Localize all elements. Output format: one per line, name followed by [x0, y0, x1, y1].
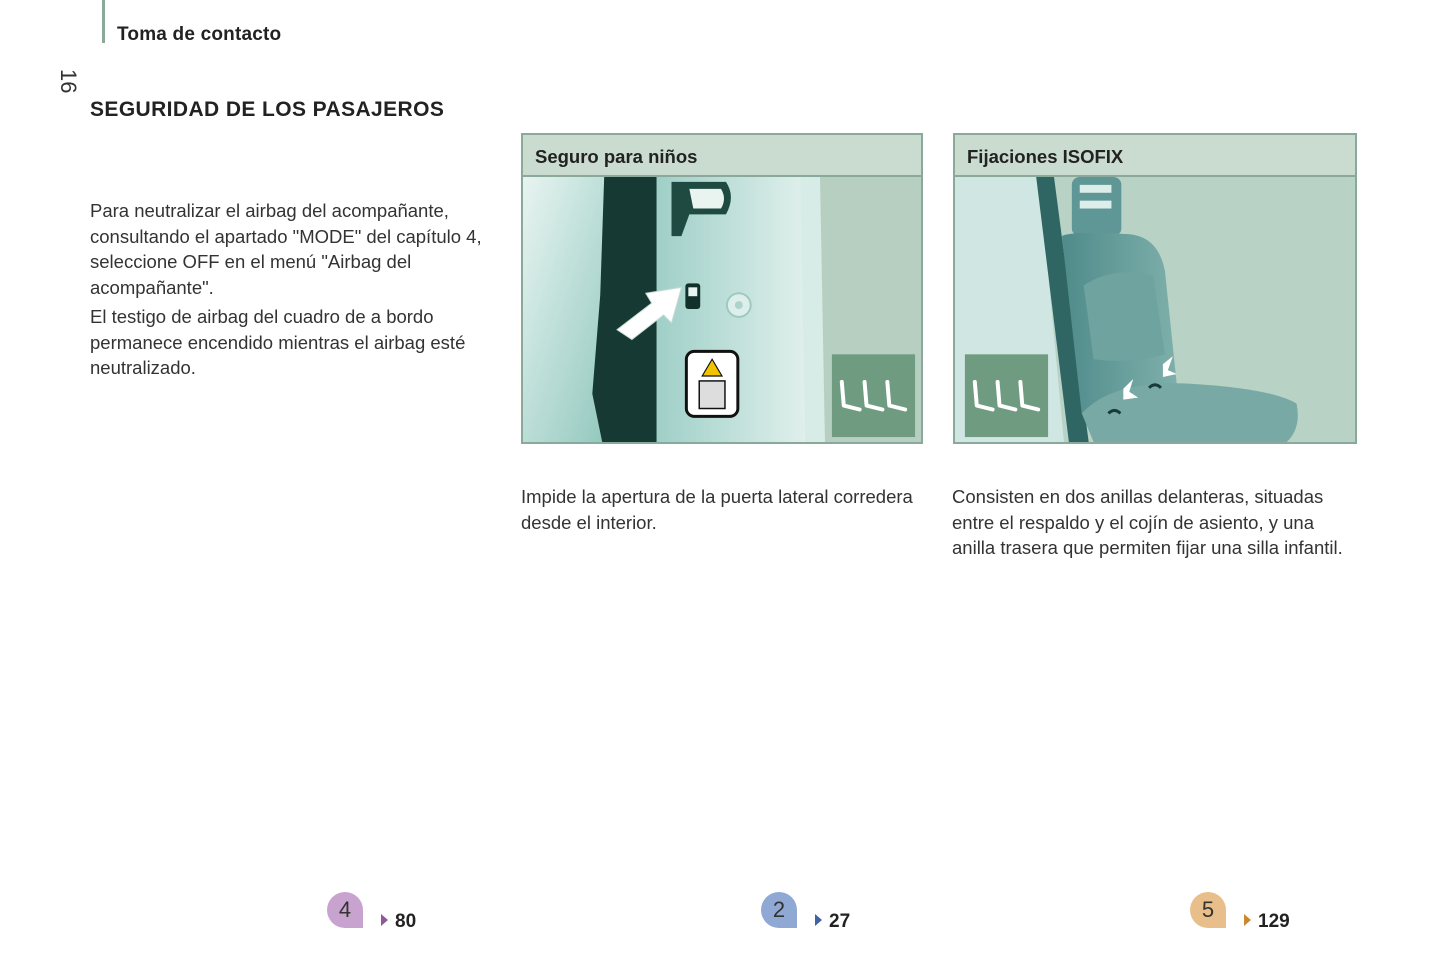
reference-page-number: 27 — [829, 911, 851, 932]
child-lock-caption: Impide la apertura de la puerta lateral corredera desde el interior. — [521, 486, 913, 533]
isofix-panel — [953, 133, 1357, 444]
child-lock-panel-title: Seguro para niños — [523, 135, 921, 177]
isofix-seat-illustration — [955, 177, 1355, 442]
triangle-right-icon — [1244, 914, 1251, 926]
reference-page-number: 80 — [395, 911, 417, 932]
isofix-panel-title: Fijaciones ISOFIX — [955, 135, 1355, 177]
child-lock-panel — [521, 133, 923, 444]
door-child-lock-illustration — [523, 177, 921, 442]
isofix-caption: Consisten en dos anillas delanteras, situadas entre el respaldo y el cojín de asiento, y una anilla trasera que permiten fijar una silla infantil. — [952, 486, 1343, 558]
header-rule — [102, 0, 105, 43]
reference-page-number: 129 — [1258, 911, 1290, 932]
chapter-badge: 4 — [327, 892, 363, 928]
triangle-right-icon — [381, 914, 388, 926]
triangle-right-icon — [815, 914, 822, 926]
chapter-badge: 2 — [761, 892, 797, 928]
page-number: 16 — [56, 69, 81, 94]
intro-text — [90, 198, 510, 385]
intro-paragraph: Para neutralizar el airbag del acompañante, consultando el apartado "MODE" del capítulo 4, seleccione OFF en el menú "Airbag del acompañante". — [90, 200, 482, 298]
intro-paragraph: El testigo de airbag del cuadro de a bordo permanece encendido mientras el airbag esté neutralizado. — [90, 306, 466, 378]
page-title: SEGURIDAD DE LOS PASAJEROS — [90, 98, 445, 121]
chapter-badge: 5 — [1190, 892, 1226, 928]
section-name: Toma de contacto — [117, 24, 282, 45]
